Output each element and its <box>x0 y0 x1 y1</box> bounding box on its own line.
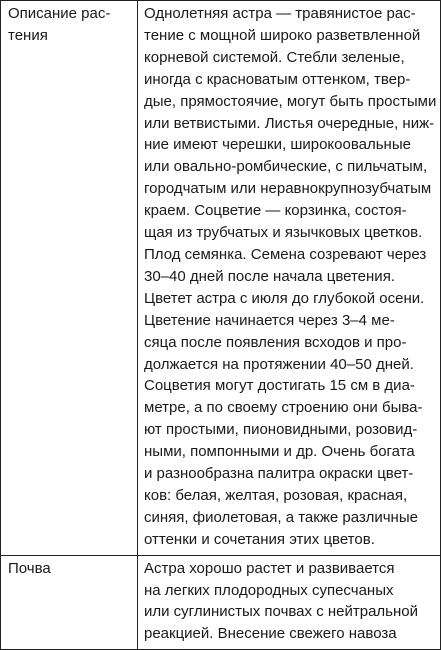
content-line: Астра хорошо растет и развивается <box>144 559 395 577</box>
content-line: метре, а по своему строению они быва- <box>144 399 423 417</box>
content-line: сяца после появления всходов и про- <box>144 333 407 351</box>
table-row-description <box>1 1 441 556</box>
row-content-description <box>138 1 441 556</box>
content-line: краем. Соцветие — корзинка, состоя- <box>144 202 407 220</box>
content-line: и разнообразна палитра окраски цвет- <box>144 465 414 483</box>
content-line: щая из трубчатых и язычковых цветков. <box>144 224 423 242</box>
label-line: Почва <box>8 559 51 577</box>
row-label-soil <box>1 555 138 650</box>
label-line: тения <box>8 26 48 44</box>
content-line: ют простыми, пионовидными, розовид- <box>144 421 418 439</box>
content-line: или овально-ромбические, с пильчатым, <box>144 158 428 176</box>
content-line: корневой системой. Стебли зеленые, <box>144 48 405 66</box>
content-line: Цветение начинается через 3–4 ме- <box>144 311 395 329</box>
content-line: Соцветия могут достигать 15 см в диа- <box>144 377 415 395</box>
content-line: или ветвистыми. Листья очередные, ниж- <box>144 114 435 132</box>
row-label-description <box>1 1 138 556</box>
content-line: на легких плодородных супесчаных <box>144 581 394 599</box>
content-line: ков: белая, желтая, розовая, красная, <box>144 486 408 504</box>
table-row-soil <box>1 555 441 650</box>
content-line: или суглинистых почвах с нейтральной <box>144 603 418 621</box>
content-line: городчатым или неравнокрупнозубчатым <box>144 180 432 198</box>
content-line: дые, прямостоячие, могут быть простыми <box>144 92 437 110</box>
content-line: ние имеют черешки, широкоовальные <box>144 136 411 154</box>
content-line: тение с мощной широко разветвленной <box>144 26 421 44</box>
label-line: Описание рас- <box>8 5 111 22</box>
content-line: 30–40 дней после начала цветения. <box>144 267 395 285</box>
row-content-soil <box>138 555 441 650</box>
content-line: оттенки и сочетания этих цветов. <box>144 530 375 548</box>
content-line: реакцией. Внесение свежего навоза <box>144 625 397 643</box>
content-line: синяя, фиолетовая, а также различные <box>144 508 418 526</box>
content-line: иногда с красноватым оттенком, твер- <box>144 70 411 88</box>
content-line: Цветет астра с июля до глубокой осени. <box>144 289 425 307</box>
content-line: должается на протяжении 40–50 дней. <box>144 355 414 373</box>
content-line: ными, помпонными и др. Очень богата <box>144 443 415 461</box>
content-line: Однолетняя астра — травянистое рас- <box>144 5 416 22</box>
content-line: Плод семянка. Семена созревают через <box>144 245 427 263</box>
